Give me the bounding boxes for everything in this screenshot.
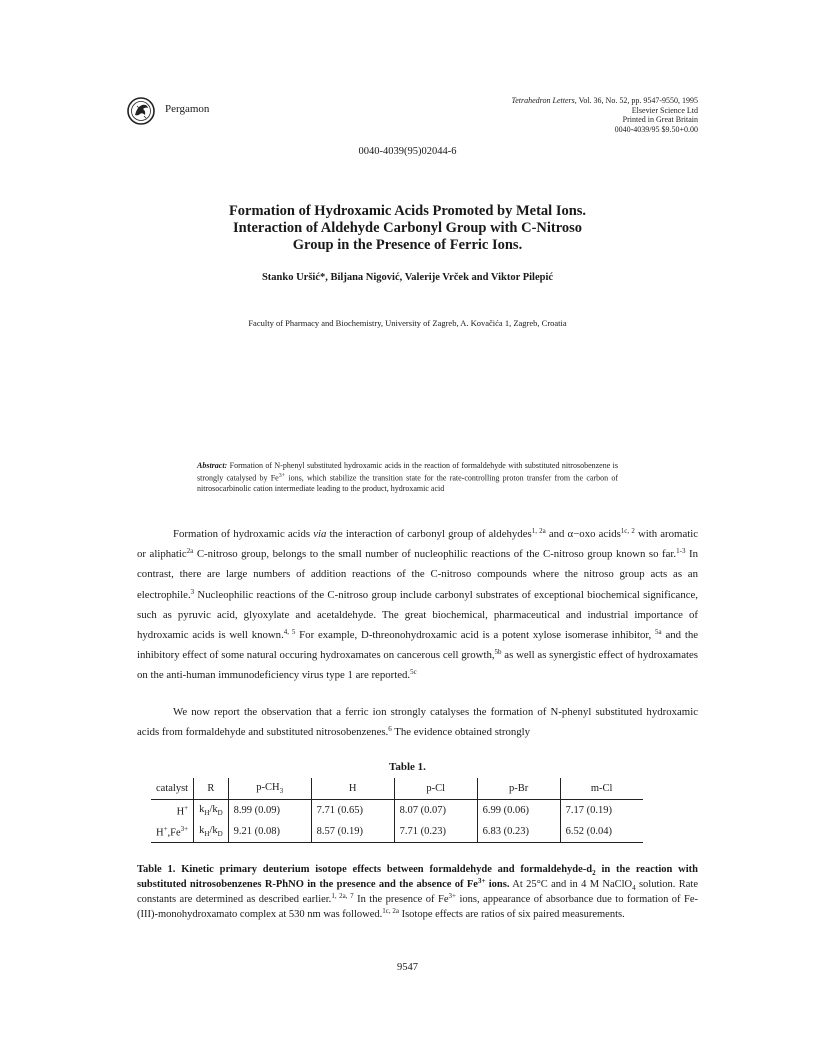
journal-volume: , Vol. 36, No. 52, pp. 9547-9550, 1995 bbox=[574, 96, 698, 105]
reference-mark: 2a bbox=[186, 547, 194, 556]
reference-mark: 1-3 bbox=[676, 547, 686, 556]
header-cell: m-Cl bbox=[560, 778, 643, 800]
table-row bbox=[151, 821, 643, 843]
journal-reference bbox=[512, 96, 698, 134]
text-span: and α−oxo acids bbox=[545, 528, 621, 540]
reference-mark: 5a bbox=[655, 628, 662, 637]
body-paragraph-2 bbox=[137, 702, 698, 742]
caption-sub: 4 bbox=[632, 884, 636, 893]
pergamon-seal-icon bbox=[126, 97, 156, 125]
text-span: For example, D-threonohydroxamic acid is a potent xylose isomerase inhibitor, bbox=[295, 629, 656, 642]
journal-line-1 bbox=[512, 96, 698, 106]
abstract-label: Abstract: bbox=[197, 461, 228, 470]
table-caption-title: Table 1. bbox=[389, 761, 426, 773]
journal-line-3: Printed in Great Britain bbox=[622, 115, 698, 124]
text-span: The evidence obtained strongly bbox=[391, 726, 531, 739]
value-cell: 6.99 (0.06) bbox=[477, 800, 560, 822]
text-span: Nucleophilic reactions of the C-nitroso group include carbonyl substrates of exceptional biochemical significance, such as pyruvic acid, glyoxylate and acetaldehyde. The great biochemical, pharmaceutical and industrial importance of hydroxamic acids is well known. bbox=[137, 588, 698, 642]
title-line-3: Group in the Presence of Ferric Ions. bbox=[292, 237, 523, 253]
text-span: We now report the observation that a ferric ion strongly catalyses the formation of N-phenyl substituted hydroxamic acids from formaldehyde and substituted nitrosobenzenes. bbox=[137, 706, 698, 739]
header-cell: p-Cl bbox=[394, 778, 477, 800]
ratio-sub: H bbox=[204, 830, 210, 839]
reference-mark: 5c bbox=[410, 668, 417, 677]
value-cell: 8.57 (0.19) bbox=[311, 821, 394, 843]
catalyst-text: ,Fe bbox=[167, 827, 181, 839]
value-cell: 7.17 (0.19) bbox=[565, 805, 613, 816]
value-cell: 8.99 (0.09) bbox=[228, 800, 311, 822]
caption-text: In the presence of Fe bbox=[353, 894, 449, 905]
reference-mark: 1, 2a bbox=[531, 527, 546, 535]
author-list: Stanko Uršić*, Biljana Nigović, Valerije Vrček and Viktor Pilepić bbox=[261, 272, 554, 283]
header-sub: 3 bbox=[279, 787, 284, 796]
ratio-sub: D bbox=[217, 809, 223, 818]
reference-mark: 1c, 2a bbox=[382, 907, 399, 915]
header-cell bbox=[228, 778, 311, 800]
text-span: Formation of hydroxamic acids bbox=[173, 528, 314, 540]
reference-mark: 5b bbox=[494, 648, 502, 657]
caption-bold: ions. bbox=[485, 879, 510, 890]
caption-sub: 2 bbox=[592, 869, 596, 878]
ratio-text: /k bbox=[209, 824, 218, 836]
value-cell: 6.52 (0.04) bbox=[560, 821, 643, 843]
ratio-cell bbox=[194, 800, 229, 822]
caption-text: ions, appearance of absorbance due to formation of Fe-(III)-monohydroxamato complex at 530 nm was followed. bbox=[137, 894, 699, 920]
catalyst-text: H bbox=[176, 806, 185, 818]
header-cell: R bbox=[194, 778, 229, 800]
abstract-text-2: ions, which stabilize the transition state for the rate-controlling proton transfer from the carbon of nitrosocarbinolic cation intermediate leading to the product, hydroxamic acid bbox=[197, 473, 618, 494]
journal-title: Tetrahedron Letters bbox=[511, 96, 575, 105]
text-span: as well as synergistic effect of hydroxamates on the anti-human immunodeficiency virus type 1 are reported. bbox=[137, 649, 698, 682]
ratio-cell bbox=[194, 821, 229, 843]
ratio-sub: H bbox=[204, 809, 210, 818]
kinetics-table bbox=[151, 778, 643, 843]
value-cell: 7.71 (0.65) bbox=[311, 800, 394, 822]
text-span: In contrast, there are large numbers of addition reactions of the C-nitroso compounds where the nitroso group acts as an electrophile. bbox=[137, 548, 698, 601]
caption-bold: in the reaction with substituted nitrosobenzenes R-PhNO in the presence and the absence of Fe bbox=[137, 864, 699, 890]
caption-text: solution. Rate constants are determined as described earlier. bbox=[137, 879, 698, 905]
table-row bbox=[151, 800, 643, 822]
doi-code: 0040-4039(95)02044-6 bbox=[358, 146, 457, 157]
abstract-sup: 3+ bbox=[278, 473, 286, 480]
journal-line-2: Elsevier Science Ltd bbox=[631, 105, 698, 115]
reference-mark: 1c, 2 bbox=[620, 527, 635, 535]
catalyst-sup: + bbox=[163, 824, 168, 833]
header-cell: p-Br bbox=[477, 778, 560, 800]
text-italic: via bbox=[313, 528, 327, 540]
abstract bbox=[197, 461, 618, 495]
header-cell: H bbox=[311, 778, 394, 800]
paper-title bbox=[0, 203, 815, 254]
reference-mark: 1, 2a, 7 bbox=[331, 892, 354, 900]
table-description bbox=[137, 862, 698, 922]
reference-mark: 4, 5 bbox=[283, 628, 296, 637]
table-header-row bbox=[151, 778, 643, 800]
value-cell: 6.83 (0.23) bbox=[477, 821, 560, 843]
caption-sup: 3+ bbox=[448, 892, 456, 900]
caption-bold: Table 1. Kinetic primary deuterium isotope effects between formaldehyde and formaldehyde-d bbox=[137, 864, 593, 875]
value-cell: 9.21 (0.08) bbox=[228, 821, 311, 843]
text-span: C-nitroso group, belongs to the small number of nucleophilic reactions of the C-nitroso group known so far. bbox=[193, 548, 677, 561]
header-text: p-CH bbox=[256, 781, 280, 793]
text-span: the interaction of carbonyl group of aldehydes bbox=[326, 528, 532, 540]
title-line-2: Interaction of Aldehyde Carbonyl Group with C-Nitroso bbox=[232, 220, 583, 236]
caption-text: At 25°C and in 4 M NaClO bbox=[509, 879, 633, 890]
ratio-sub: D bbox=[217, 830, 223, 839]
catalyst-sup: 3+ bbox=[180, 824, 189, 833]
header-cell: catalyst bbox=[151, 778, 194, 800]
abstract-text: Formation of N-phenyl substituted hydroxamic acids in the reaction of formaldehyde with substituted nitrosobenzene is strongly catalysed by Fe bbox=[197, 461, 618, 483]
publisher-name: Pergamon bbox=[165, 103, 210, 115]
title-line-1: Formation of Hydroxamic Acids Promoted by Metal Ions. bbox=[228, 203, 587, 219]
catalyst-text: H bbox=[156, 827, 164, 839]
caption-sup: 3+ bbox=[477, 877, 486, 885]
catalyst-sup: + bbox=[184, 803, 189, 812]
body-paragraph-1 bbox=[137, 524, 698, 686]
value-cell: 7.71 (0.23) bbox=[394, 821, 477, 843]
affiliation: Faculty of Pharmacy and Biochemistry, University of Zagreb, A. Kovačića 1, Zagreb, Croatia bbox=[248, 318, 567, 328]
ratio-text: k bbox=[199, 803, 205, 815]
value-cell: 8.07 (0.07) bbox=[394, 800, 477, 822]
ratio-text: k bbox=[199, 824, 205, 836]
catalyst-cell bbox=[151, 800, 194, 822]
page-number: 9547 bbox=[397, 962, 418, 973]
journal-line-4: 0040-4039/95 $9.50+0.00 bbox=[614, 124, 698, 134]
ratio-text: /k bbox=[209, 803, 218, 815]
text-span: with aromatic or aliphatic bbox=[137, 528, 699, 561]
reference-mark: 6 bbox=[388, 725, 392, 734]
text-span: and the inhibitory effect of some natural occuring hydroxamates on cancerous cell growth, bbox=[137, 629, 699, 662]
reference-mark: 3 bbox=[190, 587, 195, 596]
caption-text: Isotope effects are ratios of six paired measurements. bbox=[398, 909, 625, 920]
catalyst-cell bbox=[151, 821, 194, 843]
